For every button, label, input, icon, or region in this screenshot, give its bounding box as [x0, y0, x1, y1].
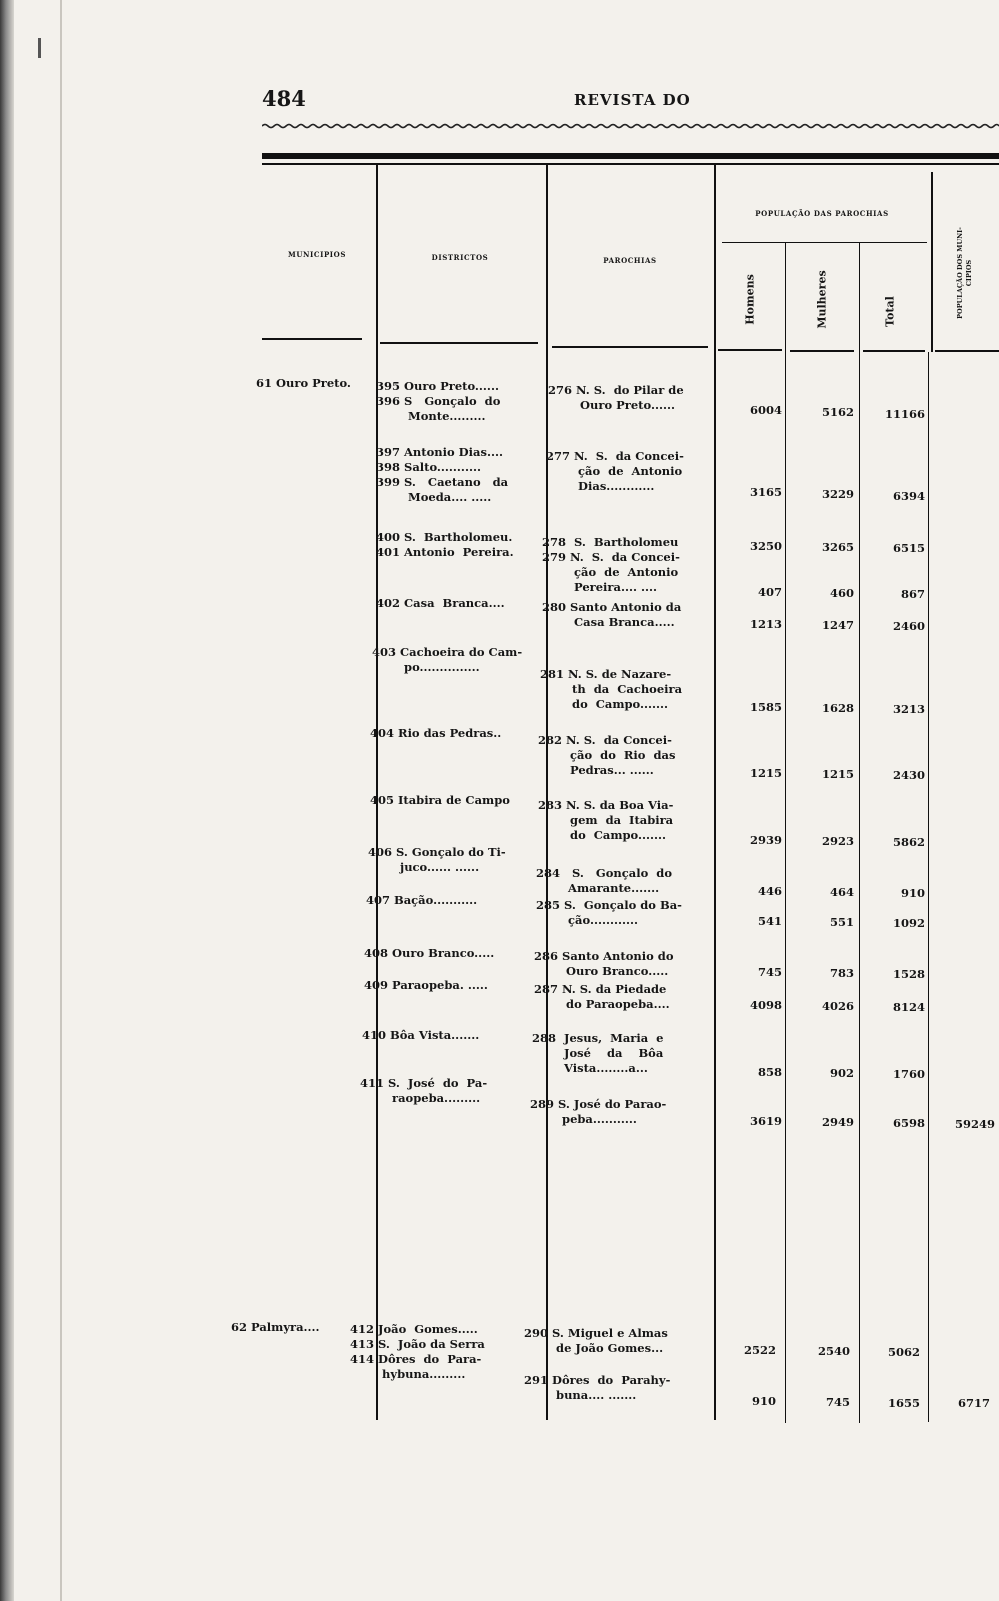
total-value: 8124	[892, 1000, 925, 1014]
population-group-rule	[722, 242, 927, 243]
col-divider	[714, 165, 716, 1420]
header-underline	[863, 350, 925, 352]
parish-entry: 281 N. S. de Nazare- th da Cachoeira do Campo.......	[540, 667, 683, 711]
parish-entry: 287 N. S. da Piedade do Paraopeba....	[534, 982, 670, 1011]
parish-entry: 284 S. Gonçalo do Amarante.......	[536, 866, 672, 895]
district-entry: 397 Antonio Dias.... 398 Salto........... 399 S. Caetano da Moeda.... .....	[376, 445, 509, 504]
mulheres-value: 1628	[821, 701, 854, 715]
homens-value: 446	[757, 884, 782, 898]
homens-value: 745	[757, 965, 782, 979]
municipio-total-value: 59249	[954, 1117, 995, 1131]
homens-value: 1585	[749, 700, 782, 714]
header-underline	[380, 342, 538, 344]
header-total: Total	[883, 296, 897, 327]
col-divider	[785, 243, 786, 1423]
homens-value: 1215	[749, 766, 782, 780]
header-populacao-municipios: POPULAÇÃO DOS MUNI- CIPIOS	[956, 227, 973, 319]
mulheres-value: 1247	[821, 618, 854, 632]
mulheres-value: 4026	[821, 999, 854, 1013]
district-entry: 405 Itabira de Campo	[370, 793, 510, 807]
mulheres-value: 460	[829, 586, 854, 600]
header-populacao-parochias: POPULAÇÃO DAS PAROCHIAS	[755, 209, 889, 218]
district-entry: 403 Cachoeira do Cam- po...............	[372, 645, 523, 674]
mulheres-value: 2540	[817, 1344, 850, 1358]
scan-mark	[38, 38, 41, 58]
parish-entry: 290 S. Miguel e Almas de João Gomes...	[524, 1326, 668, 1355]
homens-value: 3250	[749, 539, 782, 553]
total-value: 1528	[892, 967, 925, 981]
mulheres-value: 3265	[821, 540, 854, 554]
homens-value: 6004	[749, 403, 782, 417]
mulheres-value: 3229	[821, 487, 854, 501]
scan-edge-shadow	[0, 0, 14, 1601]
total-value: 867	[900, 587, 925, 601]
homens-value: 541	[757, 914, 782, 928]
mulheres-value: 2949	[821, 1115, 854, 1129]
parish-entry: 286 Santo Antonio do Ouro Branco.....	[534, 949, 674, 978]
total-value: 6598	[892, 1116, 925, 1130]
mulheres-value: 902	[829, 1066, 854, 1080]
total-value: 6515	[892, 541, 925, 555]
table-top-rule-thick	[262, 153, 999, 159]
homens-value: 3619	[749, 1114, 782, 1128]
municipio-total-value: 6717	[957, 1396, 990, 1410]
mulheres-value: 464	[829, 885, 854, 899]
parish-entry: 288 Jesus, Maria e José da Bôa Vista........a...	[532, 1031, 664, 1075]
header-homens: Homens	[743, 274, 757, 325]
header-parochias: PAROCHIAS	[603, 256, 657, 265]
col-divider	[546, 165, 548, 1420]
mulheres-value: 2923	[821, 834, 854, 848]
homens-value: 3165	[749, 485, 782, 499]
municipio-label: 62 Palmyra....	[231, 1320, 320, 1334]
homens-value: 2522	[743, 1343, 776, 1357]
mulheres-value: 1215	[821, 767, 854, 781]
homens-value: 407	[757, 585, 782, 599]
district-entry: 402 Casa Branca....	[376, 596, 505, 610]
wavy-rule	[262, 122, 999, 130]
parish-entry: 276 N. S. do Pilar de Ouro Preto......	[548, 383, 684, 412]
district-entry: 409 Paraopeba. .....	[364, 978, 488, 992]
total-value: 11166	[884, 407, 925, 421]
homens-value: 910	[751, 1394, 776, 1408]
district-entry: 410 Bôa Vista.......	[362, 1028, 480, 1042]
total-value: 1092	[892, 916, 925, 930]
district-entry: 411 S. José do Pa- raopeba.........	[360, 1076, 488, 1105]
header-mulheres: Mulheres	[815, 270, 829, 329]
parish-entry: 277 N. S. da Concei- ção de Antonio Dias............	[546, 449, 684, 493]
header-districtos: DISTRICTOS	[431, 253, 489, 262]
mulheres-value: 783	[829, 966, 854, 980]
table-top-rule-thin	[262, 163, 999, 165]
homens-value: 2939	[749, 833, 782, 847]
mulheres-value: 745	[825, 1395, 850, 1409]
col-divider-lower	[928, 352, 929, 1422]
homens-value: 4098	[749, 998, 782, 1012]
municipio-label: 61 Ouro Preto.	[256, 376, 351, 390]
header-underline	[552, 346, 708, 348]
total-value: 6394	[892, 489, 925, 503]
total-value: 1760	[892, 1067, 925, 1081]
district-entry: 407 Bação...........	[366, 893, 478, 907]
homens-value: 1213	[749, 617, 782, 631]
parish-entry: 289 S. José do Parao- peba...........	[530, 1097, 667, 1126]
total-value: 2430	[892, 768, 925, 782]
total-value: 1655	[887, 1396, 920, 1410]
district-entry: 404 Rio das Pedras..	[370, 726, 502, 740]
district-entry: 395 Ouro Preto...... 396 S Gonçalo do Monte.........	[376, 379, 501, 423]
total-value: 2460	[892, 619, 925, 633]
total-value: 5862	[892, 835, 925, 849]
district-entry: 406 S. Gonçalo do Ti- juco...... ......	[368, 845, 506, 874]
col-divider	[859, 243, 860, 1423]
district-entry: 408 Ouro Branco.....	[364, 946, 495, 960]
header-underline	[790, 350, 854, 352]
total-value: 5062	[887, 1345, 920, 1359]
header-underline	[262, 338, 362, 340]
district-entry: 400 S. Bartholomeu. 401 Antonio Pereira.	[376, 530, 514, 559]
parish-entry: 282 N. S. da Concei- ção do Rio das Pedras... ......	[538, 733, 676, 777]
total-value: 3213	[892, 702, 925, 716]
scan-gutter-line	[60, 0, 62, 1601]
mulheres-value: 551	[829, 915, 854, 929]
col-divider	[931, 172, 933, 352]
parish-entry: 291 Dôres do Parahy- buna.... .......	[524, 1373, 671, 1402]
parish-entry: 280 Santo Antonio da Casa Branca.....	[542, 600, 682, 629]
parish-entry: 285 S. Gonçalo do Ba- ção............	[536, 898, 682, 927]
header-underline	[718, 349, 782, 351]
header-underline	[935, 350, 999, 352]
total-value: 910	[900, 886, 925, 900]
running-title: REVISTA DO	[574, 91, 691, 109]
mulheres-value: 5162	[821, 405, 854, 419]
page-number: 484	[262, 86, 306, 111]
homens-value: 858	[757, 1065, 782, 1079]
parish-entry: 278 S. Bartholomeu 279 N. S. da Concei- ção de Antonio Pereira.... ....	[542, 535, 680, 594]
parish-entry: 283 N. S. da Boa Via- gem da Itabira do Campo.......	[538, 798, 674, 842]
header-municipios: MUNICIPIOS	[287, 250, 347, 259]
district-entry: 412 João Gomes..... 413 S. João da Serra 414 Dôres do Para- hybuna.........	[350, 1322, 485, 1381]
